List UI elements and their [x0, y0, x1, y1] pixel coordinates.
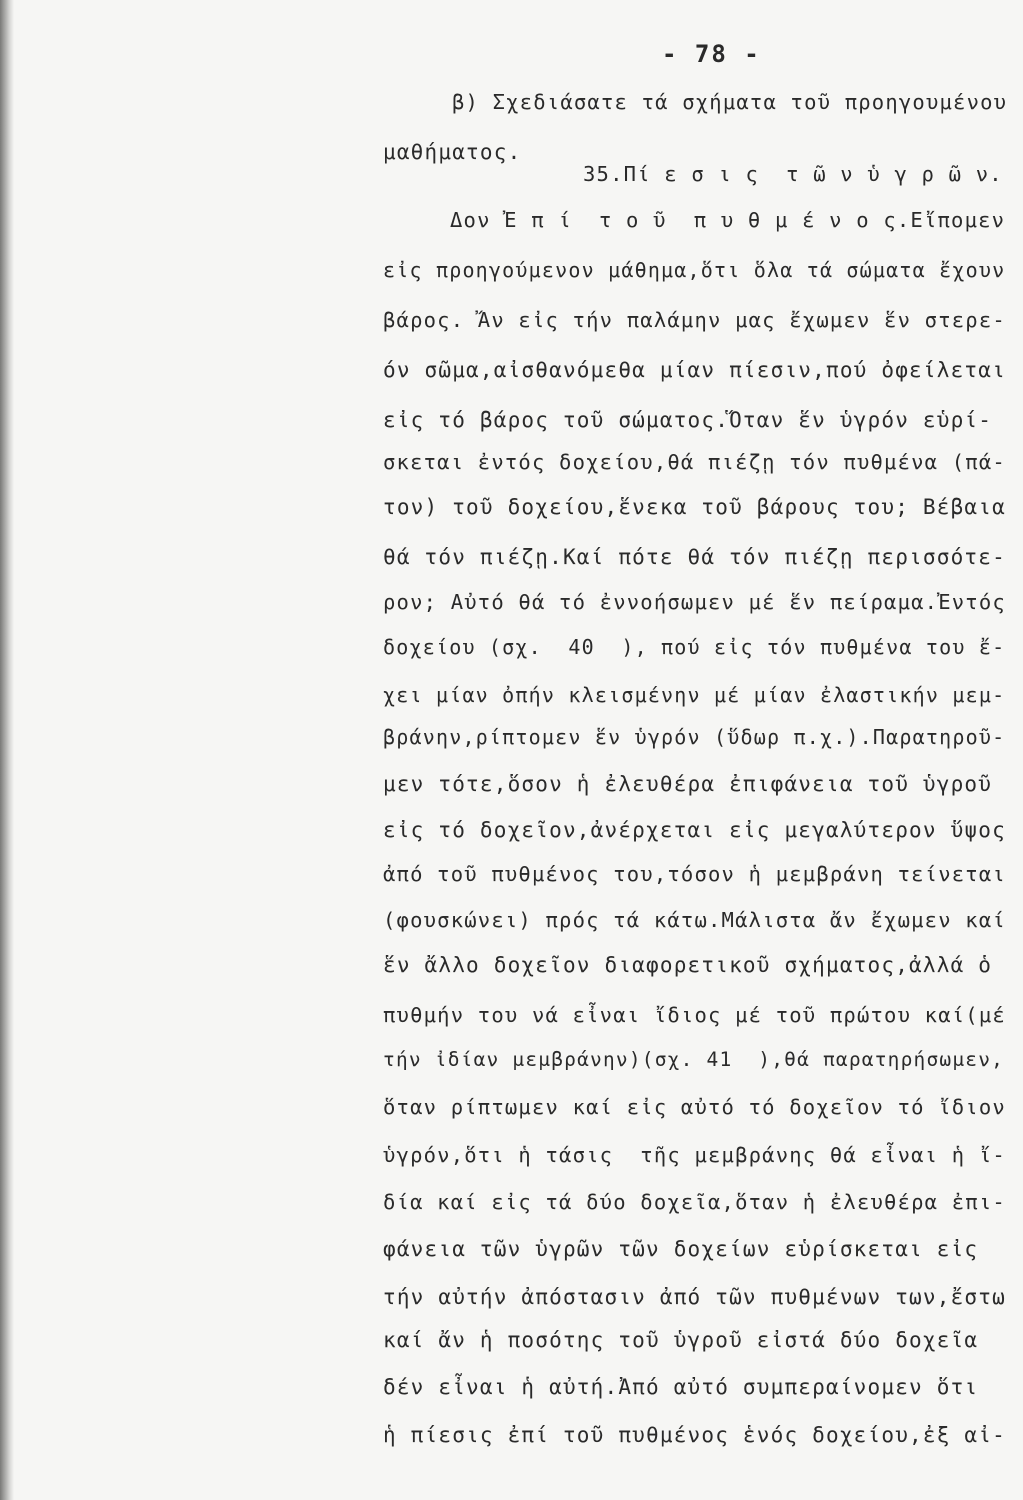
text-line: θά τόν πιέζῃ.Καί πότε θά τόν πιέζῃ περισσότε- [383, 545, 1006, 569]
text-line: ὑγρόν,ὅτι ἡ τάσις τῆς μεμβράνης θά εἶναι ἡ ἴ- [383, 1143, 1006, 1167]
text-line: όν σῶμα,αἰσθανόμεθα μίαν πίεσιν,πού ὀφείλεται [383, 358, 1006, 382]
text-line: (φουσκώνει) πρός τά κάτω.Μάλιστα ἄν ἔχωμεν καί [383, 908, 1006, 932]
page-edge-shadow [0, 0, 14, 1500]
section-heading: 35.Πί ε σ ι ς τ ῶ ν ὑ γ ρ ῶ ν. [583, 162, 1003, 186]
text-line: τήν αὐτήν ἀπόστασιν ἀπό τῶν πυθμένων των,ἔστω [383, 1285, 1006, 1309]
text-line: μεν τότε,ὅσον ἡ ἐλευθέρα ἐπιφάνεια τοῦ ὑγροῦ [383, 772, 993, 796]
text-line: βράνην,ρίπτομεν ἕν ὑγρόν (ὕδωρ π.χ.).Παρατηροῦ- [383, 725, 1006, 749]
text-line: ἀπό τοῦ πυθμένος του,τόσον ἡ μεμβράνη τείνεται [383, 862, 1006, 886]
text-line: μαθήματος. [383, 140, 522, 164]
page-number: - 78 - [662, 40, 761, 68]
text-line: τον) τοῦ δοχείου,ἕνεκα τοῦ βάρους του; Βέβαια [383, 495, 1006, 519]
text-line: ρον; Αὐτό θά τό ἐννοήσωμεν μέ ἕν πείραμα.Ἐντός [383, 590, 1006, 614]
text-line: δία καί εἰς τά δύο δοχεῖα,ὅταν ἡ ἐλευθέρα ἐπι- [383, 1190, 1006, 1214]
text-line: ὅταν ρίπτωμεν καί εἰς αὐτό τό δοχεῖον τό ἴδιον [383, 1095, 1006, 1119]
text-line: δέν εἶναι ἡ αὐτή.Ἀπό αὐτό συμπεραίνομεν ὅτι [383, 1375, 979, 1399]
text-line: εἰς τό δοχεῖον,ἀνέρχεται εἰς μεγαλύτερον ὕψος [383, 818, 1006, 842]
text-line: ἕν ἄλλο δοχεῖον διαφορετικοῦ σχήματος,ἀλλά ὁ [383, 953, 993, 977]
text-line: β) Σχεδιάσατε τά σχήματα τοῦ προηγουμένου [452, 90, 1008, 114]
text-line: τήν ἰδίαν μεμβράνην)(σχ. 41 ),θά παρατηρήσωμεν, [383, 1048, 1005, 1071]
text-line: δοχείου (σχ. 40 ), πού εἰς τόν πυθμένα του ἔ- [383, 635, 1006, 659]
text-line: εἰς προηγούμενον μάθημα,ὅτι ὅλα τά σώματα ἔχουν [383, 258, 1006, 282]
text-line: εἰς τό βάρος τοῦ σώματος.Ὅταν ἕν ὑγρόν εὑρί- [383, 408, 993, 432]
text-line: Δον Ἐ π ί τ ο ῦ π υ θ μ έ ν ο ς.Εἴπομεν [450, 208, 1006, 232]
text-line: βάρος. Ἄν εἰς τήν παλάμην μας ἔχωμεν ἕν στερε- [383, 308, 1006, 332]
text-line: σκεται ἐντός δοχείου,θά πιέζῃ τόν πυθμένα (πά- [383, 450, 1006, 474]
text-line: ἡ πίεσις ἐπί τοῦ πυθμένος ἑνός δοχείου,ἐξ αἰ- [383, 1423, 1006, 1447]
text-line: φάνεια τῶν ὑγρῶν τῶν δοχείων εὑρίσκεται εἰς [383, 1237, 979, 1261]
text-line: καί ἄν ἡ ποσότης τοῦ ὑγροῦ εἰστά δύο δοχεῖα [383, 1328, 979, 1352]
text-line: χει μίαν ὀπήν κλεισμένην μέ μίαν ἐλαστικήν μεμ- [383, 683, 1006, 707]
text-line: πυθμήν του νά εἶναι ἴδιος μέ τοῦ πρώτου καί(μέ [383, 1003, 1006, 1027]
